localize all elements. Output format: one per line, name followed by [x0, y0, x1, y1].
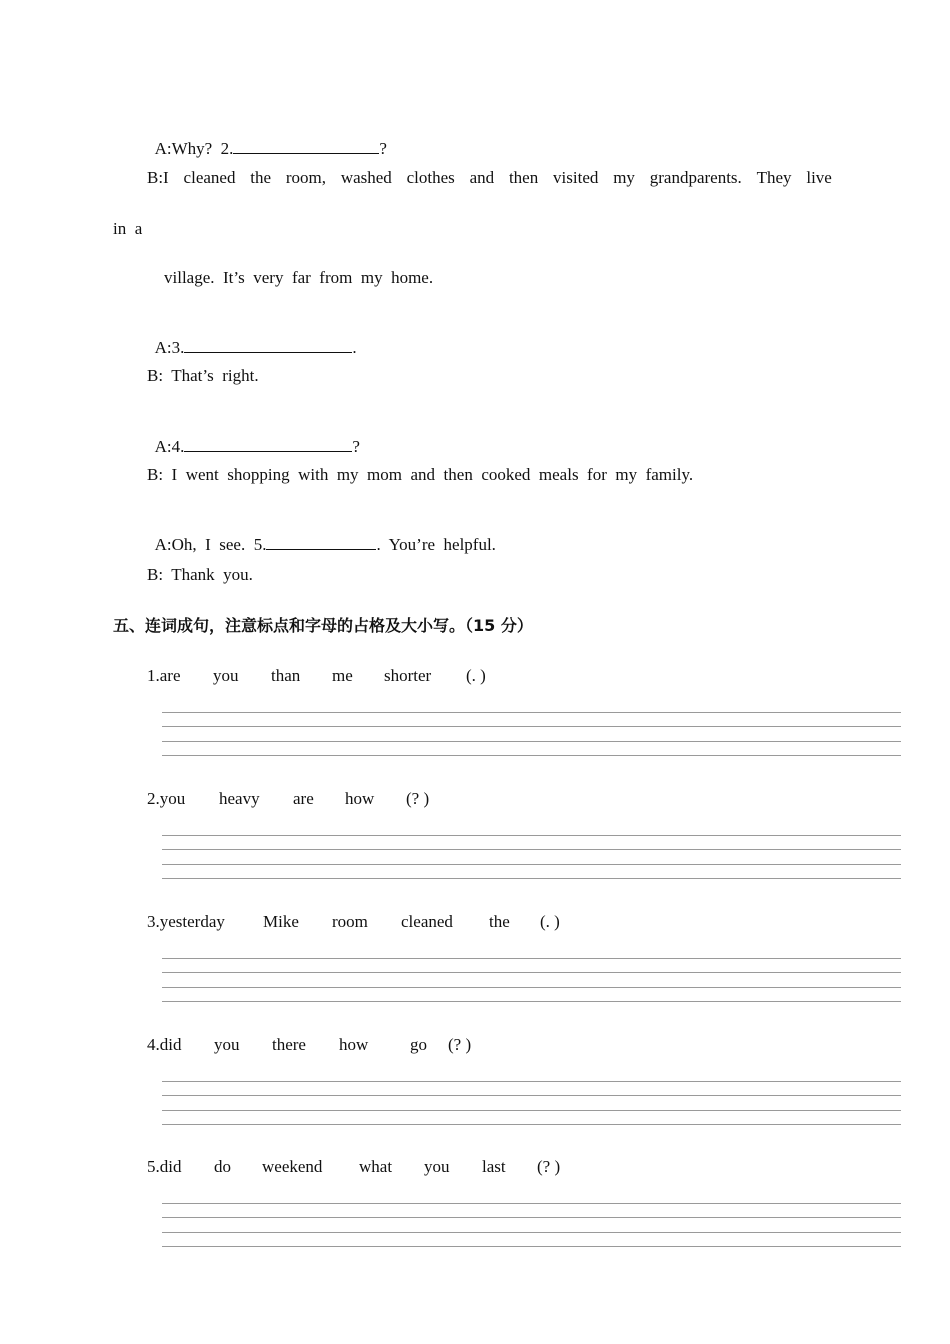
word: what [359, 1157, 393, 1176]
word: heavy [219, 789, 260, 808]
dialogue-line-q3 [147, 317, 357, 358]
dialogue-line-b1-cont: in a [113, 219, 143, 238]
dialogue-line-q5 [147, 514, 496, 555]
word: room [332, 912, 368, 931]
word: live [806, 168, 832, 187]
word: are [293, 789, 314, 808]
word: you [424, 1157, 450, 1176]
writing-lines-1[interactable] [162, 712, 901, 756]
word: there [272, 1035, 306, 1054]
word: washed [340, 168, 392, 187]
word: (? ) [448, 1035, 472, 1054]
word: how [339, 1035, 369, 1054]
answer-blank-5[interactable] [266, 534, 376, 550]
word: Mike [263, 912, 299, 931]
word: how [345, 789, 375, 808]
dialogue-line-q2 [147, 118, 387, 159]
word: 1.are [147, 666, 181, 685]
dialogue-line-b1 [147, 168, 832, 188]
word: you [213, 666, 239, 685]
word: cleaned [183, 168, 236, 187]
word: visited [553, 168, 599, 187]
word: clothes [406, 168, 455, 187]
dialogue-line-b1-cont2: village. It’s very far from my home. [164, 268, 434, 287]
word: do [214, 1157, 231, 1176]
word: than [271, 666, 301, 685]
word: (. ) [466, 666, 486, 685]
dialogue-line-b4: B: Thank you. [147, 565, 253, 584]
word: my [613, 168, 635, 187]
dialogue-text: A:4. [154, 437, 185, 456]
word: last [482, 1157, 506, 1176]
dialogue-line-q4 [147, 416, 360, 457]
word: and [469, 168, 495, 187]
dialogue-line-b2: B: That’s right. [147, 366, 259, 385]
writing-lines-5[interactable] [162, 1203, 901, 1247]
word: me [332, 666, 353, 685]
word: shorter [384, 666, 432, 685]
writing-lines-2[interactable] [162, 835, 901, 879]
word: you [214, 1035, 240, 1054]
word: They [756, 168, 792, 187]
dialogue-line-b3: B: I went shopping with my mom and then cooked meals for my family. [147, 465, 694, 484]
word: 3.yesterday [147, 912, 225, 931]
word: cleaned [401, 912, 453, 931]
dialogue-text: . You’re helpful. [376, 535, 496, 554]
writing-lines-4[interactable] [162, 1081, 901, 1125]
dialogue-text: A:3. [154, 338, 185, 357]
word: (? ) [537, 1157, 561, 1176]
word: 2.you [147, 789, 186, 808]
word: the [489, 912, 510, 931]
word: B:I [147, 168, 169, 187]
answer-blank-4[interactable] [184, 436, 352, 452]
dialogue-text: . [352, 338, 357, 357]
word: 4.did [147, 1035, 182, 1054]
word: grandparents. [649, 168, 742, 187]
word: room, [285, 168, 326, 187]
dialogue-text: ? [352, 437, 360, 456]
word: then [508, 168, 539, 187]
word: (. ) [540, 912, 560, 931]
answer-blank-2[interactable] [233, 138, 379, 154]
writing-lines-3[interactable] [162, 958, 901, 1002]
word: the [250, 168, 272, 187]
word: go [410, 1035, 427, 1054]
word: 5.did [147, 1157, 182, 1176]
word: weekend [262, 1157, 323, 1176]
dialogue-text: A:Why? 2. [154, 139, 234, 158]
dialogue-text: A:Oh, I see. 5. [154, 535, 267, 554]
dialogue-text: ? [379, 139, 387, 158]
section-heading: 五、连词成句，注意标点和字母的占格及大小写。（15 分） [113, 616, 533, 635]
answer-blank-3[interactable] [184, 337, 352, 353]
word: (? ) [406, 789, 430, 808]
